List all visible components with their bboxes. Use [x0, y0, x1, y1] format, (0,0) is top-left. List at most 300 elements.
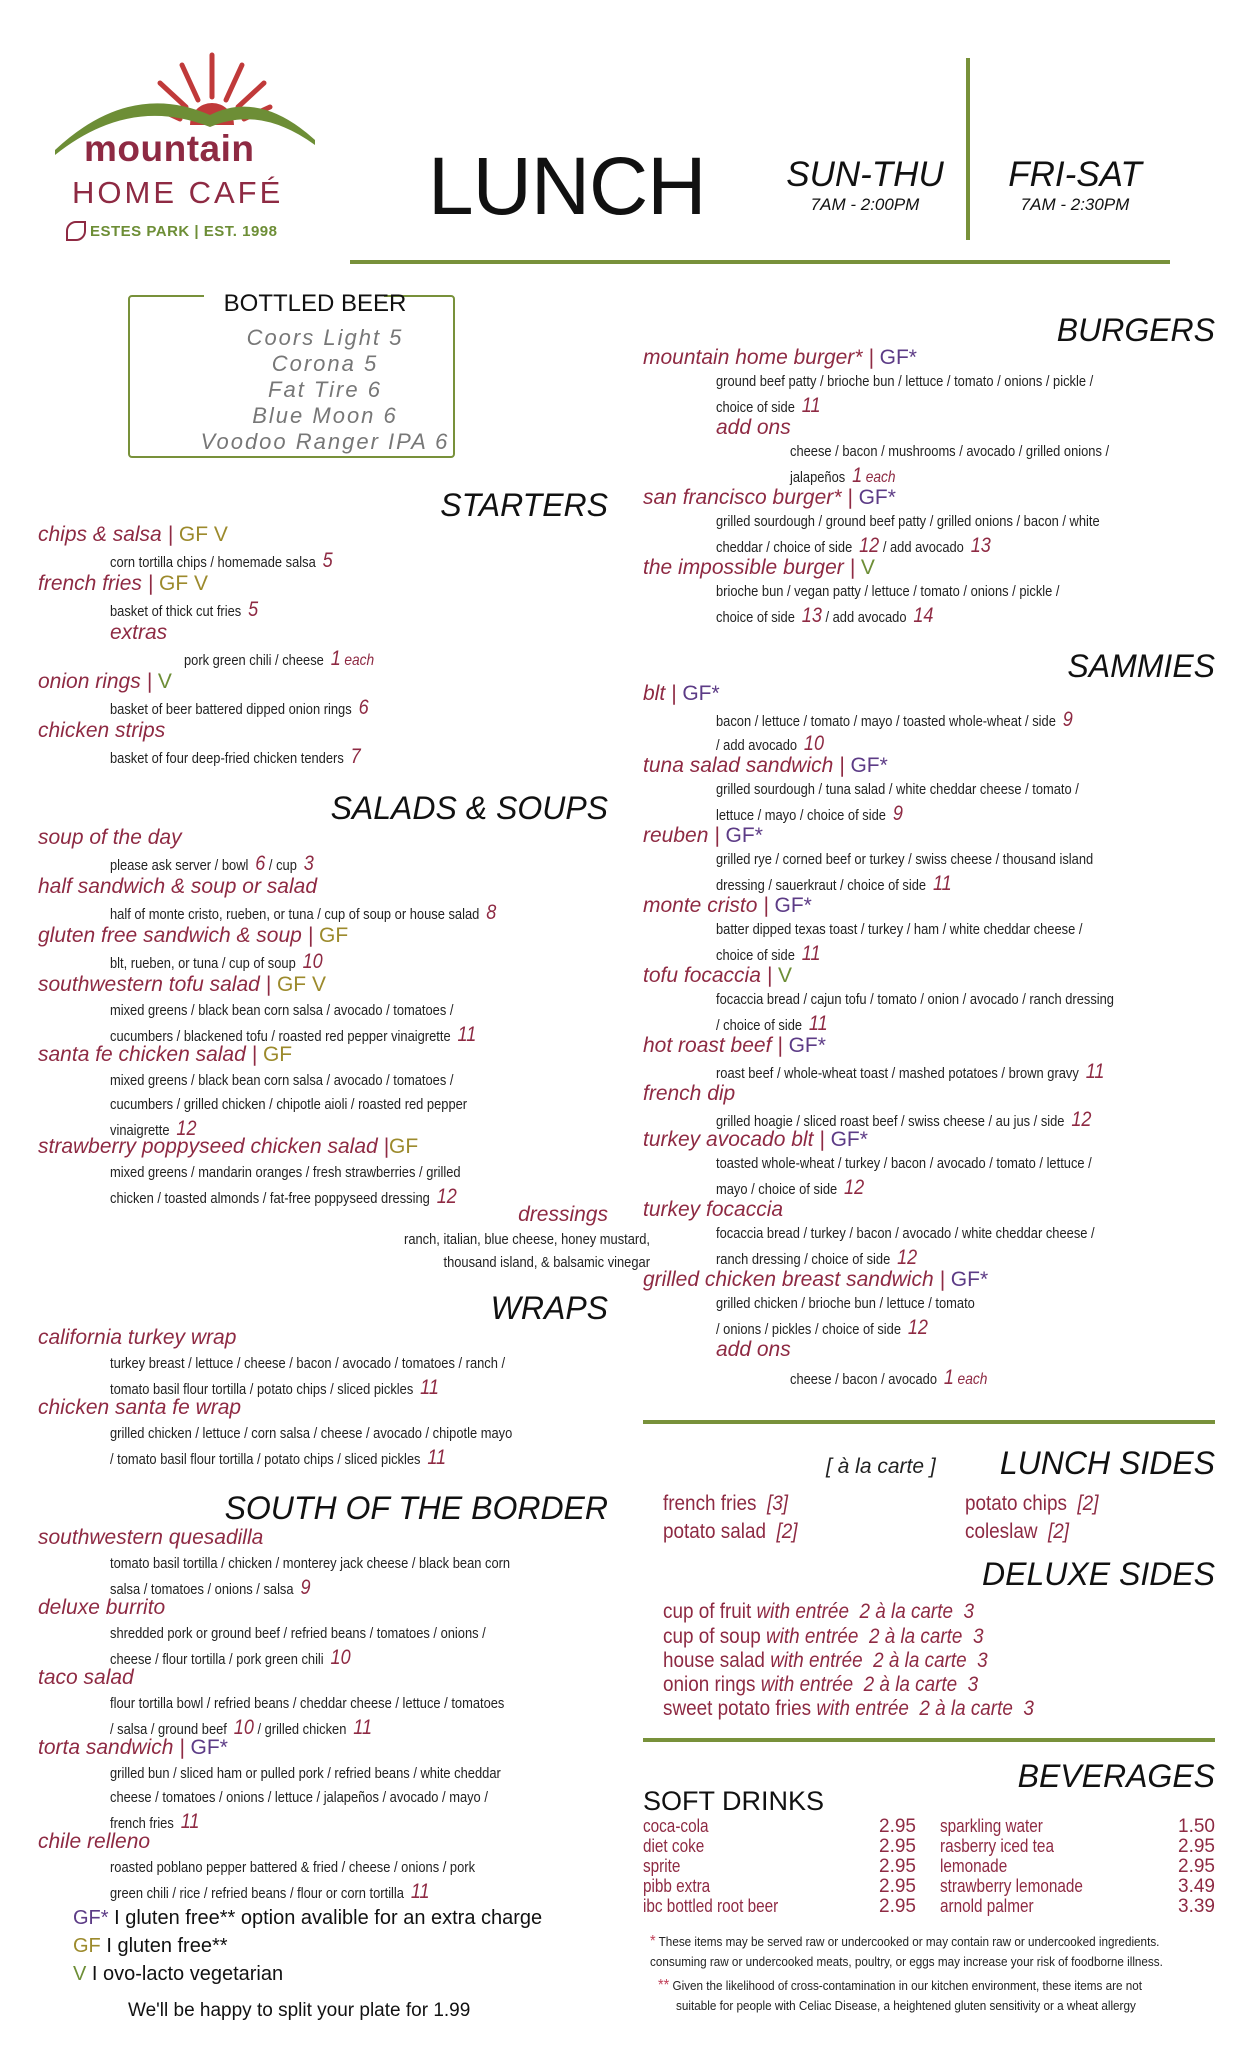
diet-tag: GF*	[824, 1128, 868, 1151]
item-name	[38, 1043, 292, 1067]
each-label: each	[957, 1371, 988, 1388]
item-name	[643, 486, 896, 510]
heading-deluxe-sides: DELUXE SIDES	[982, 1556, 1215, 1592]
side-name: coleslaw	[965, 1520, 1038, 1543]
side-price: [3]	[766, 1492, 789, 1515]
beverage-name: pibb extra	[643, 1876, 711, 1896]
item-desc-text: corn tortilla chips / homemade salsa	[110, 554, 316, 571]
item-desc-text: choice of side	[716, 609, 795, 626]
hours-days-sun-thu: SUN-THU	[786, 155, 944, 194]
each-label: each	[865, 469, 896, 486]
item-name: half sandwich & soup or salad	[38, 875, 317, 898]
item-name	[643, 964, 792, 988]
item-desc-text: mixed greens / black bean corn salsa / avocado / tomatoes /	[110, 1072, 454, 1089]
item-desc: grilled rye / corned beef or turkey / swiss cheese / thousand island	[716, 851, 1094, 868]
beverage-name: ibc bottled root beer	[643, 1896, 779, 1916]
item-price: 3	[303, 852, 314, 875]
beverage-price: 2.95	[879, 1856, 916, 1877]
heading-wraps: WRAPS	[490, 1290, 608, 1326]
item-desc: roasted poblano pepper battered & fried / cheese / onions / pork	[110, 1859, 476, 1876]
item-price: 14	[913, 604, 934, 627]
heading-soft-drinks: SOFT DRINKS	[643, 1786, 825, 1816]
tag-separator: |	[251, 1043, 258, 1066]
item-desc	[110, 745, 592, 771]
item-name	[643, 894, 812, 918]
heading-beverages: BEVERAGES	[1017, 1758, 1215, 1794]
item-name: southwestern quesadilla	[38, 1526, 264, 1549]
diet-tag: GF*	[782, 1034, 826, 1057]
item-desc: turkey breast / lettuce / cheese / bacon / avocado / tomatoes / ranch /	[110, 1355, 506, 1372]
menu-item	[38, 572, 208, 596]
legend-v-text: I ovo-lacto vegetarian	[86, 1963, 284, 1985]
item-desc	[184, 647, 666, 673]
item-name: soup of the day	[38, 826, 182, 849]
beer-item: Corona 5	[271, 351, 379, 376]
dressings-label: dressings	[518, 1203, 608, 1226]
item-desc-text: roast beef / whole-wheat toast / mashed potatoes / brown gravy	[716, 1065, 1079, 1082]
tag-separator: |	[179, 1736, 185, 1759]
side-name: potato chips	[965, 1492, 1067, 1515]
item-desc-text: basket of four deep-fried chicken tenders	[110, 750, 344, 767]
item-name-text: san francisco burger*	[643, 486, 842, 509]
item-desc	[110, 999, 592, 1023]
item-price: 8	[486, 901, 497, 924]
beer-item: Coors Light 5	[246, 325, 404, 350]
diet-tag: GF*	[719, 824, 763, 847]
item-name-text: reuben	[643, 824, 709, 847]
item-desc-text: cheese / bacon / avocado	[790, 1371, 938, 1388]
item-name-text: gluten free sandwich & soup	[38, 924, 302, 947]
item-price: 12	[436, 1185, 457, 1208]
item-desc	[110, 1161, 592, 1185]
beer-item: Voodoo Ranger IPA 6	[200, 429, 450, 454]
item-name	[643, 1034, 826, 1058]
item-name: taco salad	[38, 1666, 134, 1689]
item-desc	[110, 1576, 592, 1602]
item-desc-text: cucumbers / grilled chicken / chipotle aioli / roasted red pepper	[110, 1096, 468, 1113]
beverage-price: 3.49	[1178, 1876, 1215, 1897]
item-desc-text: mixed greens / black bean corn salsa / avocado / tomatoes /	[110, 1002, 454, 1019]
item-name: onion rings	[38, 670, 141, 693]
beverage-name: lemonade	[940, 1856, 1008, 1876]
item-name-text: mountain home burger*	[643, 346, 863, 369]
item-desc-text: chicken / toasted almonds / fat-free poppyseed dressing	[110, 1190, 430, 1207]
item-desc: grilled bun / sliced ham or pulled pork / refried beans / white cheddar	[110, 1765, 501, 1782]
item-desc-text: cucumbers / blackened tofu / roasted red pepper vinaigrette	[110, 1028, 451, 1045]
side-price: 2 à la carte 3	[853, 1673, 979, 1696]
beverage-name: rasberry iced tea	[940, 1836, 1054, 1856]
item-price: 10	[233, 1716, 254, 1739]
beverage-price: 2.95	[879, 1896, 916, 1917]
side-with: with entrée	[760, 1625, 859, 1648]
leaf-icon	[66, 221, 86, 241]
item-price: 6	[255, 852, 266, 875]
heading-lunch-sides: LUNCH SIDES	[999, 1445, 1215, 1481]
item-desc-text: / tomato basil flour tortilla / potato chips / sliced pickles	[110, 1451, 421, 1468]
dressings-list: ranch, italian, blue cheese, honey mustard,	[404, 1231, 650, 1248]
item-name-text: monte cristo	[643, 894, 758, 917]
item-price: 11	[420, 1376, 439, 1399]
item-desc-text: blt, rueben, or tuna / cup of soup	[110, 955, 296, 972]
beverage-price: 2.95	[1178, 1856, 1215, 1877]
side-price: [2]	[1077, 1492, 1099, 1515]
item-desc	[716, 1060, 1198, 1086]
item-name-text: tuna salad sandwich	[643, 754, 834, 777]
tag-separator: |	[777, 1034, 783, 1057]
diet-tag: GF V	[173, 523, 228, 546]
footnote-gluten	[658, 1976, 1198, 1996]
deluxe-side-item	[663, 1600, 974, 1624]
item-desc: tomato basil tortilla / chicken / monterey jack cheese / black bean corn	[110, 1555, 511, 1572]
item-desc	[716, 802, 1198, 828]
side-price: 2 à la carte 3	[908, 1697, 1034, 1720]
item-desc-text: ranch dressing / choice of side	[716, 1251, 891, 1268]
item-name-text: tofu focaccia	[643, 964, 761, 987]
item-price: 11	[801, 394, 821, 417]
item-name: chicken strips	[38, 719, 166, 742]
item-price: 9	[300, 1576, 311, 1599]
side-with: with entrée	[764, 1649, 863, 1672]
item-name-text: grilled chicken breast sandwich	[643, 1268, 934, 1291]
item-name	[38, 1736, 228, 1760]
item-price: 12	[176, 1117, 197, 1140]
item-name: chile relleno	[38, 1830, 151, 1853]
footnote-text: Given the likelihood of cross-contamination in our kitchen environment, these items are not	[672, 1978, 1143, 1993]
diet-tag: GF*	[768, 894, 812, 917]
tag-separator: |	[847, 486, 853, 509]
tag-separator: |	[766, 964, 773, 987]
item-name	[643, 1268, 988, 1292]
item-name	[38, 1135, 418, 1159]
tag-separator: |	[167, 523, 174, 546]
side-name: french fries	[663, 1492, 757, 1515]
item-name	[643, 1128, 868, 1152]
beverage-price: 2.95	[879, 1876, 916, 1897]
item-desc-text: / add avocado	[716, 737, 798, 754]
item-desc: focaccia bread / turkey / bacon / avocado / white cheddar cheese /	[716, 1225, 1095, 1242]
item-name-text: blt	[643, 682, 666, 705]
item-desc: ground beef patty / brioche bun / lettuce / tomato / onions / pickle /	[716, 373, 1094, 390]
beverage-name: arnold palmer	[940, 1896, 1034, 1916]
item-price: 11	[1085, 1060, 1105, 1083]
tag-separator: |	[819, 1128, 825, 1151]
item-name-text: turkey avocado blt	[643, 1128, 814, 1151]
tag-separator: |	[868, 346, 874, 369]
dressings-list: thousand island, & balsamic vinegar	[443, 1254, 650, 1271]
beverage-price: 3.39	[1178, 1896, 1215, 1917]
item-desc-text: cheese / flour tortilla / pork green chili	[110, 1651, 324, 1668]
logo-word-mountain: mountain	[84, 128, 255, 169]
item-price: 1	[330, 647, 341, 670]
split-plate-note: We'll be happy to split your plate for 1.99	[128, 2000, 471, 2021]
item-price: 7	[350, 745, 361, 768]
item-desc-text: lettuce / mayo / choice of side	[716, 807, 886, 824]
item-price: 11	[410, 1880, 430, 1903]
tag-separator: |	[714, 824, 720, 847]
item-desc-text: vinaigrette	[110, 1122, 170, 1139]
item-desc	[790, 1366, 1186, 1392]
side-price: 2 à la carte 3	[848, 1600, 974, 1623]
side-name: cup of fruit	[663, 1600, 752, 1623]
menu-item	[38, 670, 172, 694]
item-name	[38, 973, 326, 997]
logo-tagline: ESTES PARK | EST. 1998	[90, 223, 278, 240]
item-price: 11	[932, 872, 952, 895]
menu-item	[38, 523, 228, 547]
side-item	[965, 1492, 1098, 1516]
item-name: deluxe burrito	[38, 1596, 166, 1619]
legend-gfstar	[73, 1907, 542, 1930]
item-desc-text: / grilled chicken	[257, 1721, 347, 1738]
item-price: 11	[180, 1810, 200, 1833]
item-desc-text: / cup	[268, 857, 297, 874]
beverage-price: 2.95	[879, 1836, 916, 1857]
tag-separator: |	[849, 556, 856, 579]
item-desc: grilled chicken / brioche bun / lettuce / tomato	[716, 1295, 975, 1312]
item-price: 6	[358, 696, 369, 719]
legend-gf-text: I gluten free**	[100, 1935, 228, 1957]
tag-separator: |	[839, 754, 845, 777]
item-desc-text: cheddar / choice of side	[716, 539, 853, 556]
add-ons-label: add ons	[716, 1338, 791, 1361]
side-item	[663, 1520, 798, 1544]
item-price: 10	[803, 732, 825, 755]
item-desc: shredded pork or ground beef / refried beans / tomatoes / onions /	[110, 1625, 486, 1642]
heading-starters: STARTERS	[440, 487, 608, 523]
beverage-price: 2.95	[879, 1816, 916, 1837]
item-desc	[110, 1069, 592, 1093]
item-desc-text: choice of side	[716, 399, 795, 416]
item-desc: cheese / bacon / mushrooms / avocado / grilled onions /	[790, 443, 1110, 460]
item-price: 12	[1071, 1108, 1092, 1131]
logo	[50, 45, 320, 255]
diet-tag: V	[152, 670, 172, 693]
tag-separator: |	[307, 924, 314, 947]
diet-tag: V	[855, 556, 875, 579]
asterisk: *	[650, 1933, 656, 1950]
item-name	[643, 824, 763, 848]
diet-tag: GF*	[676, 682, 720, 705]
item-desc	[110, 598, 592, 624]
beer-item: Blue Moon 6	[252, 403, 398, 428]
item-desc-text: basket of thick cut fries	[110, 603, 242, 620]
item-price: 13	[970, 534, 991, 557]
header-divider-vertical	[966, 58, 970, 240]
item-price: 11	[457, 1023, 477, 1046]
side-with: with entrée	[755, 1673, 854, 1696]
side-name: house salad	[663, 1649, 765, 1672]
item-desc-text: bacon / lettuce / tomato / mayo / toasted whole-wheat / side	[716, 713, 1056, 730]
item-desc-text: jalapeños	[790, 469, 846, 486]
item-name-text: southwestern tofu salad	[38, 973, 260, 996]
each-label: each	[344, 652, 375, 669]
item-desc: brioche bun / vegan patty / lettuce / tomato / onions / pickle /	[716, 583, 1060, 600]
side-with: with entrée	[811, 1697, 909, 1720]
side-name: potato salad	[663, 1520, 766, 1543]
heading-south-of-the-border: SOUTH OF THE BORDER	[224, 1490, 608, 1526]
item-desc-text: salsa / tomatoes / onions / salsa	[110, 1581, 294, 1598]
item-price: 9	[1062, 708, 1073, 731]
diet-tag: GF*	[944, 1268, 989, 1291]
item-name	[38, 924, 348, 948]
deluxe-side-item	[663, 1697, 1034, 1721]
legend-gf-tag: GF	[73, 1935, 101, 1957]
item-name-text: strawberry poppyseed chicken salad	[38, 1135, 378, 1158]
item-price: 10	[302, 950, 323, 973]
deluxe-side-item	[663, 1625, 983, 1649]
diet-tag: GF V	[271, 973, 326, 996]
diet-tag: GF	[389, 1135, 419, 1158]
item-name: chicken santa fe wrap	[38, 1396, 242, 1419]
item-desc-text: / add avocado	[882, 539, 964, 556]
item-desc-text: choice of side	[716, 947, 795, 964]
item-price: 11	[808, 1012, 828, 1035]
item-name: california turkey wrap	[38, 1326, 237, 1349]
item-name: turkey focaccia	[643, 1198, 784, 1221]
side-item	[663, 1492, 788, 1516]
item-name	[643, 556, 875, 580]
item-desc-text: / choice of side	[716, 1017, 803, 1034]
extras-label: extras	[110, 621, 168, 644]
beverage-name: strawberry lemonade	[940, 1876, 1083, 1896]
item-desc: grilled chicken / lettuce / corn salsa / cheese / avocado / chipotle mayo	[110, 1425, 513, 1442]
item-name: french dip	[643, 1082, 736, 1105]
item-desc-text: french fries	[110, 1815, 174, 1832]
tag-separator: |	[265, 973, 272, 996]
item-desc	[110, 1093, 592, 1117]
item-desc-text: mayo / choice of side	[716, 1181, 838, 1198]
tag-separator: |	[383, 1135, 389, 1158]
item-desc	[110, 1880, 592, 1906]
side-price: [2]	[1047, 1520, 1070, 1543]
footnote-raw	[650, 1932, 1190, 1952]
sides-divider	[643, 1420, 1215, 1424]
diet-tag: GF*	[852, 486, 896, 509]
item-desc-text: dressing / sauerkraut / choice of side	[716, 877, 927, 894]
beverages-divider	[643, 1738, 1215, 1742]
item-desc-text: basket of beer battered dipped onion rings	[110, 701, 352, 718]
menu-item	[38, 719, 165, 743]
item-name	[643, 346, 917, 370]
beverage-name: diet coke	[643, 1836, 705, 1856]
item-desc-text: / onions / pickles / choice of side	[716, 1321, 902, 1338]
side-name: cup of soup	[663, 1625, 761, 1648]
item-desc-text: green chili / rice / refried beans / flour or corn tortilla	[110, 1885, 404, 1902]
footnote-text: These items may be served raw or undercooked or may contain raw or undercooked ingredients.	[658, 1934, 1160, 1949]
item-price: 5	[248, 598, 259, 621]
item-price: 9	[892, 802, 903, 825]
diet-tag: V	[772, 964, 793, 987]
legend-gfstar-text: I gluten free** option avalible for an extra charge	[108, 1907, 543, 1929]
item-desc-text: tomato basil flour tortilla / potato chips / sliced pickles	[110, 1381, 414, 1398]
beverage-price: 2.95	[1178, 1836, 1215, 1857]
tag-separator: |	[147, 572, 154, 595]
item-price: 12	[897, 1246, 918, 1269]
item-price: 10	[330, 1646, 351, 1669]
legend-v	[73, 1963, 283, 1986]
header-divider-horizontal	[350, 260, 1170, 264]
beverage-name: sparkling water	[940, 1816, 1043, 1836]
item-price: 11	[427, 1446, 447, 1469]
heading-burgers: BURGERS	[1056, 312, 1215, 348]
legend-v-tag: V	[73, 1963, 87, 1985]
beverage-price: 1.50	[1178, 1816, 1215, 1837]
side-price: 2 à la carte 3	[858, 1625, 984, 1648]
beer-title: BOTTLED BEER	[223, 290, 407, 317]
item-desc	[110, 1810, 592, 1836]
item-price: 12	[859, 534, 880, 557]
side-with: with entrée	[751, 1600, 849, 1623]
side-price: 2 à la carte 3	[862, 1649, 988, 1672]
diet-tag: GF*	[184, 1736, 228, 1759]
item-desc: cheese / tomatoes / onions / lettuce / jalapeños / avocado / mayo /	[110, 1789, 488, 1806]
item-desc: flour tortilla bowl / refried beans / cheddar cheese / lettuce / tomatoes	[110, 1695, 505, 1712]
item-price: 11	[353, 1716, 373, 1739]
diet-tag: GF*	[844, 754, 888, 777]
item-desc: toasted whole-wheat / turkey / bacon / avocado / tomato / lettuce /	[716, 1155, 1092, 1172]
legend-gf	[73, 1935, 228, 1958]
logo-word-home-cafe: HOME CAFÉ	[72, 175, 284, 210]
item-desc	[716, 708, 1198, 734]
add-ons-label: add ons	[716, 416, 791, 439]
hours-time-fri-sat: 7AM - 2:30PM	[1020, 195, 1130, 214]
item-desc	[110, 696, 592, 722]
beer-item: Fat Tire 6	[268, 377, 382, 402]
item-desc: grilled sourdough / ground beef patty / grilled onions / bacon / white	[716, 513, 1100, 530]
item-name-text: the impossible burger	[643, 556, 844, 579]
item-price: 13	[801, 604, 822, 627]
heading-salads-soups: SALADS & SOUPS	[330, 790, 608, 826]
asterisk: **	[658, 1977, 670, 1994]
diet-tag: GF	[257, 1043, 293, 1066]
beverage-name: coca-cola	[643, 1816, 709, 1836]
diet-tag: GF V	[153, 572, 209, 595]
item-desc-text: / salsa / ground beef	[110, 1721, 227, 1738]
tag-separator: |	[146, 670, 153, 693]
item-name: chips & salsa	[38, 523, 162, 546]
side-name: sweet potato fries	[663, 1697, 812, 1720]
a-la-carte-label: [ à la carte ]	[826, 1455, 936, 1478]
deluxe-side-item	[663, 1649, 988, 1673]
item-desc: batter dipped texas toast / turkey / ham / white cheddar cheese /	[716, 921, 1083, 938]
item-desc	[110, 1646, 592, 1672]
item-name	[643, 682, 720, 706]
legend-gfstar-tag: GF*	[73, 1907, 109, 1929]
item-desc: grilled sourdough / tuna salad / white cheddar cheese / tomato /	[716, 781, 1079, 798]
tag-separator: |	[763, 894, 769, 917]
item-desc-text: pork green chili / cheese	[184, 652, 324, 669]
item-price: 11	[801, 942, 821, 965]
item-price: 1	[852, 464, 863, 487]
item-desc	[716, 604, 1198, 630]
item-desc-text: grilled hoagie / sliced roast beef / swiss cheese / au jus / side	[716, 1113, 1065, 1130]
tag-separator: |	[939, 1268, 945, 1291]
side-item	[965, 1520, 1069, 1544]
diet-tag: GF*	[873, 346, 917, 369]
item-price: 1	[943, 1366, 954, 1389]
item-name-text: santa fe chicken salad	[38, 1043, 246, 1066]
item-desc: focaccia bread / cajun tofu / tomato / onion / avocado / ranch dressing	[716, 991, 1114, 1008]
deluxe-side-item	[663, 1673, 978, 1697]
item-desc-text: half of monte cristo, rueben, or tuna / cup of soup or house salad	[110, 906, 480, 923]
item-name-text: hot roast beef	[643, 1034, 772, 1057]
item-desc-text: mixed greens / mandarin oranges / fresh strawberries / grilled	[110, 1164, 461, 1181]
page-title: LUNCH	[428, 141, 706, 232]
footnote-raw: consuming raw or undercooked meats, poultry, or eggs may increase your risk of foodborne illness.	[650, 1954, 1163, 1969]
hours-days-fri-sat: FRI-SAT	[1008, 155, 1142, 194]
item-name	[643, 754, 888, 778]
hours-time-sun-thu: 7AM - 2:00PM	[810, 195, 920, 214]
